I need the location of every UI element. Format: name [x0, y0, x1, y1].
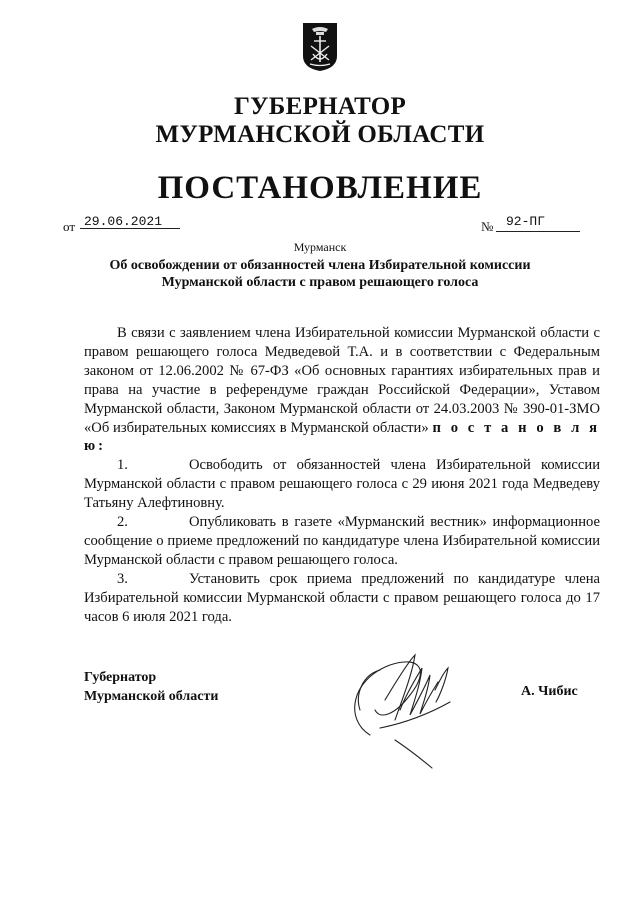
document-date: 29.06.2021: [84, 214, 163, 229]
item-number: 3.: [117, 570, 128, 587]
signatory-title-line1: Губернатор: [84, 670, 157, 685]
issuer-title-line2: МУРМАНСКОЙ ОБЛАСТИ: [155, 121, 485, 148]
signatory-title: [84, 668, 218, 706]
item-text: Установить срок приема предложений по кандидатуре члена Избирательной комиссии Мурманской области с правом решающего голоса до 17 часов 6 июля 2021 года.: [84, 570, 600, 625]
coat-of-arms-emblem: [302, 22, 338, 72]
document-type: ПОСТАНОВЛЕНИЕ: [157, 170, 483, 206]
decree-word: п о с т а н о в л я ю:: [84, 419, 600, 455]
item-number: 2.: [117, 514, 128, 531]
subject-line2: Мурманской области с правом решающего голоса: [161, 275, 479, 290]
issuer-title-line1: ГУБЕРНАТОР: [233, 93, 407, 120]
signatory-title-line2: Мурманской области: [84, 689, 219, 704]
subject-line1: Об освобождении от обязанностей члена Избирательной комиссии: [109, 258, 531, 273]
document-number: 92-ПГ: [506, 214, 546, 229]
signatory-name: А. Чибис: [521, 684, 578, 699]
intro-paragraph: [84, 324, 600, 456]
list-item: [84, 570, 600, 627]
intro-text: В связи с заявлением члена Избирательной комиссии Мурманской области с правом решающего голоса Медведевой Т.А. и в соответствии с Федеральным законом от 12.06.2002 № 67-ФЗ «Об основных гарантиях избирательных прав и права на участие в референдуме граждан Российской Федерации», Уставом Мурманской области, Законом Мурманской области от 24.03.2003 № 390-01-ЗМО «Об избирательных комиссиях в Мурманской области»: [84, 325, 600, 436]
date-label: от: [63, 219, 76, 234]
item-number: 1.: [117, 457, 128, 474]
list-item: [84, 456, 600, 513]
document-body: [84, 324, 600, 627]
handwritten-signature: [340, 640, 480, 770]
number-label: №: [481, 219, 494, 234]
item-text: Освободить от обязанностей члена Избирательной комиссии Мурманской области с правом решающего голоса с 29 июня 2021 года Медведеву Татьяну Алефтиновну.: [84, 457, 600, 512]
city: Мурманск: [293, 240, 347, 254]
list-item: [84, 513, 600, 570]
item-text: Опубликовать в газете «Мурманский вестник» информационное сообщение о приеме предложений по кандидатуре члена Избирательной комиссии Мурманской области с правом решающего голоса.: [84, 514, 600, 568]
